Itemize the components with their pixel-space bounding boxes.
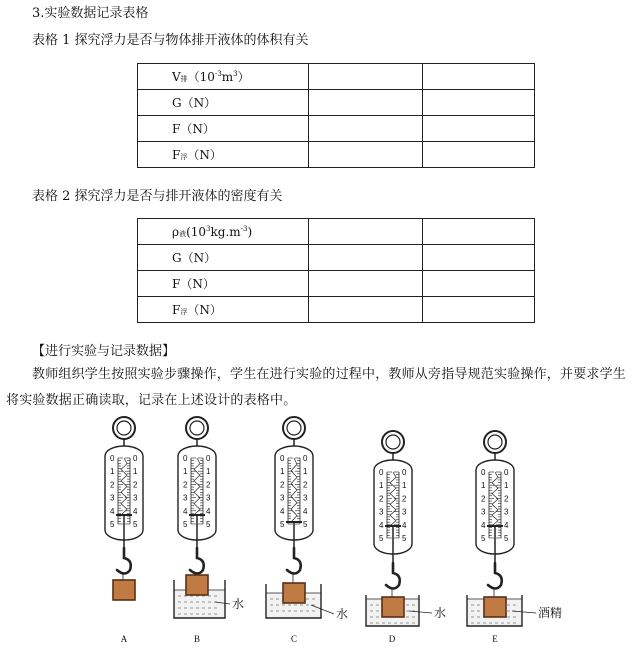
table-cell-input[interactable] bbox=[423, 90, 535, 116]
scale-tick-label: 2 bbox=[481, 494, 486, 504]
section-heading: 【进行实验与记录数据】 bbox=[32, 344, 176, 359]
table-cell-label: F浮（N） bbox=[138, 297, 309, 323]
ring-inner-icon bbox=[386, 435, 400, 449]
scale-tick-label: 3 bbox=[110, 493, 115, 503]
scale-tick-label: 1 bbox=[110, 467, 115, 477]
metal-block bbox=[484, 597, 506, 617]
scale-tick-label: 3 bbox=[481, 507, 486, 517]
scale-tick-label: 1 bbox=[280, 467, 285, 477]
scale-tick-label: 4 bbox=[110, 506, 115, 516]
table-cell-label: G（N） bbox=[138, 245, 309, 271]
scale-tick-label: 2 bbox=[280, 480, 285, 490]
liquid-label: 水 bbox=[232, 597, 245, 611]
table-cell-label: F（N） bbox=[138, 116, 309, 142]
spring-scale-panel-c bbox=[266, 417, 348, 644]
scale-tick-label: 2 bbox=[379, 494, 384, 504]
table-cell-input[interactable] bbox=[423, 116, 535, 142]
table-cell-input[interactable] bbox=[423, 245, 535, 271]
panel-label: A bbox=[120, 634, 128, 644]
table-cell-label: V排$(10^{-3}m^3)$ bbox=[138, 64, 309, 90]
scale-tick-label: 2 bbox=[133, 480, 138, 490]
table-cell-input[interactable] bbox=[423, 297, 535, 323]
scale-tick-label: 0 bbox=[280, 454, 285, 463]
table-row bbox=[138, 245, 535, 271]
table-cell-input[interactable] bbox=[309, 297, 423, 323]
liquid-label: 水 bbox=[434, 606, 447, 620]
table-cell-input[interactable] bbox=[309, 90, 423, 116]
panel-label: B bbox=[193, 634, 201, 644]
scale-tick-label: 2 bbox=[504, 494, 509, 504]
scale-tick-label: 4 bbox=[303, 506, 308, 516]
table-cell-input[interactable] bbox=[423, 64, 535, 90]
table-cell-input[interactable] bbox=[423, 219, 535, 245]
scale-tick-label: 1 bbox=[133, 467, 138, 477]
table-cell-input[interactable] bbox=[423, 271, 535, 297]
table-cell-input[interactable] bbox=[309, 64, 423, 90]
scale-tick-label: 4 bbox=[379, 520, 384, 530]
hook-icon bbox=[190, 548, 204, 574]
scale-tick-label: 2 bbox=[183, 480, 188, 490]
scale-tick-label: 4 bbox=[206, 506, 211, 516]
metal-block bbox=[283, 583, 305, 603]
scale-tick-label: 1 bbox=[206, 467, 211, 477]
table-cell-label: F浮（N） bbox=[138, 142, 309, 168]
scale-tick-label: 0 bbox=[402, 468, 407, 477]
metal-block bbox=[186, 575, 208, 595]
scale-tick-label: 5 bbox=[481, 534, 486, 543]
scale-tick-label: 0 bbox=[110, 454, 115, 463]
scale-tick-label: 1 bbox=[504, 481, 509, 491]
table-row bbox=[138, 297, 535, 323]
metal-block bbox=[113, 580, 135, 600]
table-cell-label: ρ液$(10^3kg.m^{-3})$ bbox=[138, 219, 309, 245]
scale-tick-label: 0 bbox=[303, 454, 308, 463]
table2 bbox=[137, 218, 535, 323]
scale-tick-label: 5 bbox=[280, 520, 285, 529]
section-title: 3.实验数据记录表格 bbox=[32, 6, 149, 21]
spring-scale-panel-b bbox=[174, 417, 244, 644]
scale-tick-label: 3 bbox=[402, 507, 407, 517]
table-row bbox=[138, 64, 535, 90]
table-row bbox=[138, 116, 535, 142]
scale-tick-label: 4 bbox=[183, 506, 188, 516]
spring-scale-figure bbox=[0, 410, 641, 648]
ring-inner-icon bbox=[117, 421, 131, 435]
scale-tick-label: 1 bbox=[402, 481, 407, 491]
paragraph: 教师组织学生按照实验步骤操作，学生在进行实验的过程中，教师从旁指导规范实验操作，并要求学生将实验数据正确读取，记录在上述设计的表格中。 bbox=[6, 367, 627, 408]
scale-tick-label: 0 bbox=[183, 454, 188, 463]
hook-icon bbox=[117, 548, 131, 574]
scale-tick-label: 5 bbox=[402, 534, 407, 543]
table-row bbox=[138, 219, 535, 245]
spring-scale-panel-a bbox=[105, 417, 143, 644]
scale-tick-label: 1 bbox=[303, 467, 308, 477]
panel-label: D bbox=[388, 634, 396, 644]
scale-tick-label: 0 bbox=[481, 468, 486, 477]
scale-tick-label: 3 bbox=[133, 493, 138, 503]
scale-tick-label: 2 bbox=[303, 480, 308, 490]
scale-tick-label: 5 bbox=[183, 520, 188, 529]
spring-scale-panel-e bbox=[467, 431, 562, 644]
scale-tick-label: 2 bbox=[402, 494, 407, 504]
ring-inner-icon bbox=[287, 421, 301, 435]
spring-scale-panel-d bbox=[366, 431, 446, 644]
scale-tick-label: 4 bbox=[504, 520, 509, 530]
panel-label: C bbox=[290, 634, 298, 644]
scale-tick-label: 3 bbox=[379, 507, 384, 517]
scale-tick-label: 3 bbox=[183, 493, 188, 503]
hook-icon bbox=[287, 548, 301, 574]
table-cell-input[interactable] bbox=[309, 219, 423, 245]
table-row bbox=[138, 90, 535, 116]
liquid-label: 酒精 bbox=[538, 606, 563, 620]
scale-tick-label: 2 bbox=[110, 480, 115, 490]
scale-tick-label: 3 bbox=[303, 493, 308, 503]
table-row bbox=[138, 271, 535, 297]
ring-inner-icon bbox=[488, 435, 502, 449]
scale-tick-label: 1 bbox=[379, 481, 384, 491]
scale-tick-label: 0 bbox=[206, 454, 211, 463]
table-cell-label: F（N） bbox=[138, 271, 309, 297]
table-row bbox=[138, 142, 535, 168]
scale-tick-label: 5 bbox=[303, 520, 308, 529]
scale-tick-label: 4 bbox=[133, 506, 138, 516]
scale-tick-label: 5 bbox=[504, 534, 509, 543]
scale-tick-label: 5 bbox=[133, 520, 138, 529]
scale-tick-label: 3 bbox=[206, 493, 211, 503]
scale-tick-label: 5 bbox=[206, 520, 211, 529]
hook-icon bbox=[386, 563, 400, 589]
table1 bbox=[137, 63, 535, 168]
scale-tick-label: 0 bbox=[504, 468, 509, 477]
scale-tick-label: 0 bbox=[133, 454, 138, 463]
scale-tick-label: 2 bbox=[206, 480, 211, 490]
scale-tick-label: 4 bbox=[402, 520, 407, 530]
table1-caption: 表格 1 探究浮力是否与物体排开液体的体积有关 bbox=[32, 33, 309, 48]
table2-caption: 表格 2 探究浮力是否与排开液体的密度有关 bbox=[32, 189, 283, 204]
scale-tick-label: 4 bbox=[280, 506, 285, 516]
scale-tick-label: 5 bbox=[110, 520, 115, 529]
table-cell-input[interactable] bbox=[309, 142, 423, 168]
scale-tick-label: 5 bbox=[379, 534, 384, 543]
table-cell-input[interactable] bbox=[423, 142, 535, 168]
hook-icon bbox=[488, 563, 502, 589]
table-cell-input[interactable] bbox=[309, 116, 423, 142]
table-cell-input[interactable] bbox=[309, 271, 423, 297]
scale-tick-label: 3 bbox=[504, 507, 509, 517]
ring-inner-icon bbox=[190, 421, 204, 435]
panel-label: E bbox=[492, 634, 498, 644]
metal-block bbox=[382, 597, 404, 617]
scale-tick-label: 1 bbox=[183, 467, 188, 477]
scale-tick-label: 3 bbox=[280, 493, 285, 503]
scale-tick-label: 4 bbox=[481, 520, 486, 530]
table-cell-input[interactable] bbox=[309, 245, 423, 271]
liquid-label: 水 bbox=[336, 607, 349, 621]
scale-tick-label: 0 bbox=[379, 468, 384, 477]
table-cell-label: G（N） bbox=[138, 90, 309, 116]
scale-tick-label: 1 bbox=[481, 481, 486, 491]
